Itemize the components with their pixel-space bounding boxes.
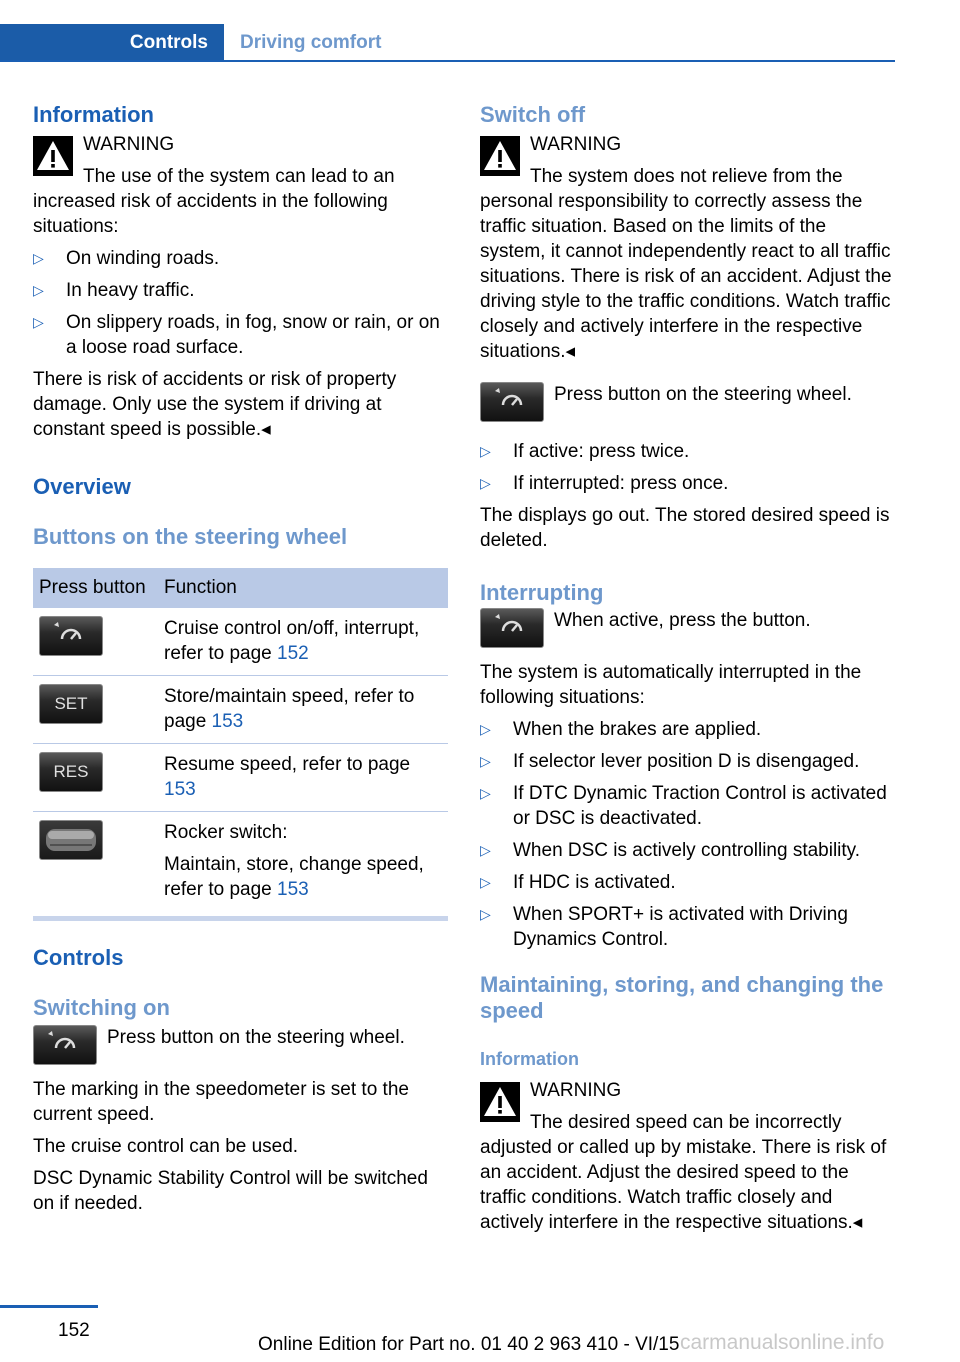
switch-off-heading: Switch off <box>480 102 586 127</box>
overview-heading: Overview <box>33 474 131 499</box>
column-header-function: Function <box>158 568 448 608</box>
warning-icon <box>33 136 73 176</box>
warning-text: The use of the system can lead to an increased risk of accidents in the following situations: <box>33 166 395 237</box>
paragraph: The system is automatically interrupted in the following situations: <box>480 662 862 708</box>
table-row <box>33 676 448 744</box>
warning-block-2 <box>480 130 896 364</box>
page-link[interactable]: 152 <box>277 643 309 664</box>
page-link[interactable]: 153 <box>211 711 244 732</box>
bullet-icon: ▷ <box>480 475 491 491</box>
paragraph: The cruise control can be used. <box>33 1136 299 1157</box>
paragraph: The displays go out. The stored desired speed is deleted. <box>480 505 890 551</box>
right-column <box>480 100 896 1235</box>
list-item: ▷ On slippery roads, in fog, snow or rain, or on a loose road surface. <box>33 312 440 358</box>
warning-title: WARNING <box>83 134 175 155</box>
bullet-icon: ▷ <box>480 785 491 801</box>
tab-controls[interactable]: Controls <box>0 24 224 62</box>
cruise-control-icon <box>33 1025 97 1065</box>
buttons-table <box>33 568 448 921</box>
bullet-icon: ▷ <box>480 721 491 737</box>
warning-icon <box>480 1082 520 1122</box>
page-number: 152 <box>58 1320 90 1341</box>
res-button-icon: RES <box>39 752 103 792</box>
column-header-button: Press button <box>33 568 158 608</box>
rocker-switch-icon <box>39 820 103 860</box>
page-link[interactable]: 153 <box>277 879 309 900</box>
bullet-icon: ▷ <box>480 906 491 922</box>
function-text: Cruise control on/off, interrupt, refer to page <box>164 618 420 664</box>
warning-after-text: There is risk of accidents or risk of property damage. Only use the system if driving at constant speed is possible.◂ <box>33 369 397 440</box>
warning-text: The system does not relieve from the personal responsibility to correctly assess the traffic situation. Based on the limits of the system, it cannot independently react to all traffic situations. There is risk of an accident. Adjust the driving style to the traffic conditions. Watch traffic closely and actively interfere in the respective situations.◂ <box>480 166 892 362</box>
interrupting-heading: Interrupting <box>480 580 604 605</box>
switch-off-row <box>480 382 896 424</box>
list-item: ▷ In heavy traffic. <box>33 280 195 301</box>
switch-on-text: Press button on the steering wheel. <box>107 1027 405 1048</box>
interrupt-row <box>480 608 896 650</box>
paragraph: DSC Dynamic Stability Control will be switched on if needed. <box>33 1168 428 1214</box>
edition-text: Online Edition for Part no. 01 40 2 963 410 - VI/15 <box>258 1334 680 1355</box>
switch-off-list <box>480 439 896 496</box>
table-row <box>33 812 448 919</box>
switching-on-heading: Switching on <box>33 995 170 1020</box>
table-header-row <box>33 568 448 608</box>
switch-on-row <box>33 1025 448 1067</box>
information-heading: Information <box>33 102 154 127</box>
footer-rule <box>0 1305 98 1308</box>
list-item: ▷ When the brakes are applied. <box>480 719 762 740</box>
warning-icon <box>480 136 520 176</box>
function-text: Maintain, store, change speed, refer to page <box>164 854 424 900</box>
press-text: Press button on the steering wheel. <box>554 384 852 405</box>
warning-list <box>33 246 448 360</box>
list-item: ▷ If DTC Dynamic Traction Control is activated or DSC is deactivated. <box>480 783 887 829</box>
list-item: ▷ On winding roads. <box>33 248 220 269</box>
chapter-header <box>0 24 895 62</box>
warning-title: WARNING <box>530 134 622 155</box>
interrupt-text: When active, press the button. <box>554 610 811 631</box>
list-item: ▷ If HDC is activated. <box>480 872 676 893</box>
tab-driving-comfort[interactable]: Driving comfort <box>240 32 382 53</box>
maintaining-heading: Maintaining, storing, and changing the speed <box>480 972 884 1023</box>
warning-block-3 <box>480 1076 896 1235</box>
header-rule <box>0 60 895 62</box>
cruise-control-icon <box>480 382 544 422</box>
table-row <box>33 608 448 676</box>
bullet-icon: ▷ <box>480 753 491 769</box>
bullet-icon: ▷ <box>33 282 44 298</box>
bullet-icon: ▷ <box>33 314 44 330</box>
function-text: Resume speed, refer to page <box>164 754 411 775</box>
cruise-control-icon <box>480 608 544 648</box>
set-button-icon: SET <box>39 684 103 724</box>
list-item: ▷ If interrupted: press once. <box>480 473 729 494</box>
warning-block-1 <box>33 130 448 239</box>
watermark: carmanualsonline.info <box>680 1331 885 1354</box>
list-item: ▷ If active: press twice. <box>480 441 690 462</box>
function-text: Store/maintain speed, refer to page <box>164 686 415 732</box>
cruise-control-icon <box>39 616 103 656</box>
bullet-icon: ▷ <box>480 842 491 858</box>
table-row <box>33 744 448 812</box>
bullet-icon: ▷ <box>480 874 491 890</box>
list-item: ▷ When DSC is actively controlling stability. <box>480 840 861 861</box>
controls-heading: Controls <box>33 945 124 970</box>
interrupt-list <box>480 717 896 952</box>
information-subheading: Information <box>480 1049 579 1069</box>
paragraph: The marking in the speedometer is set to the current speed. <box>33 1079 409 1125</box>
list-item: ▷ If selector lever position D is disengaged. <box>480 751 860 772</box>
warning-text: The desired speed can be incorrectly adjusted or called up by mistake. There is risk of an accident. Adjust the desired speed to the traffic conditions. Watch traffic closely and actively interfere in the respective situations.◂ <box>480 1112 887 1233</box>
left-column <box>33 100 448 1216</box>
bullet-icon: ▷ <box>480 443 491 459</box>
bullet-icon: ▷ <box>33 250 44 266</box>
warning-title: WARNING <box>530 1080 622 1101</box>
list-item: ▷ When SPORT+ is activated with Driving Dynamics Control. <box>480 904 848 950</box>
buttons-heading: Buttons on the steering wheel <box>33 524 348 549</box>
page-link[interactable]: 153 <box>164 779 196 800</box>
function-text: Rocker switch: <box>164 822 288 843</box>
